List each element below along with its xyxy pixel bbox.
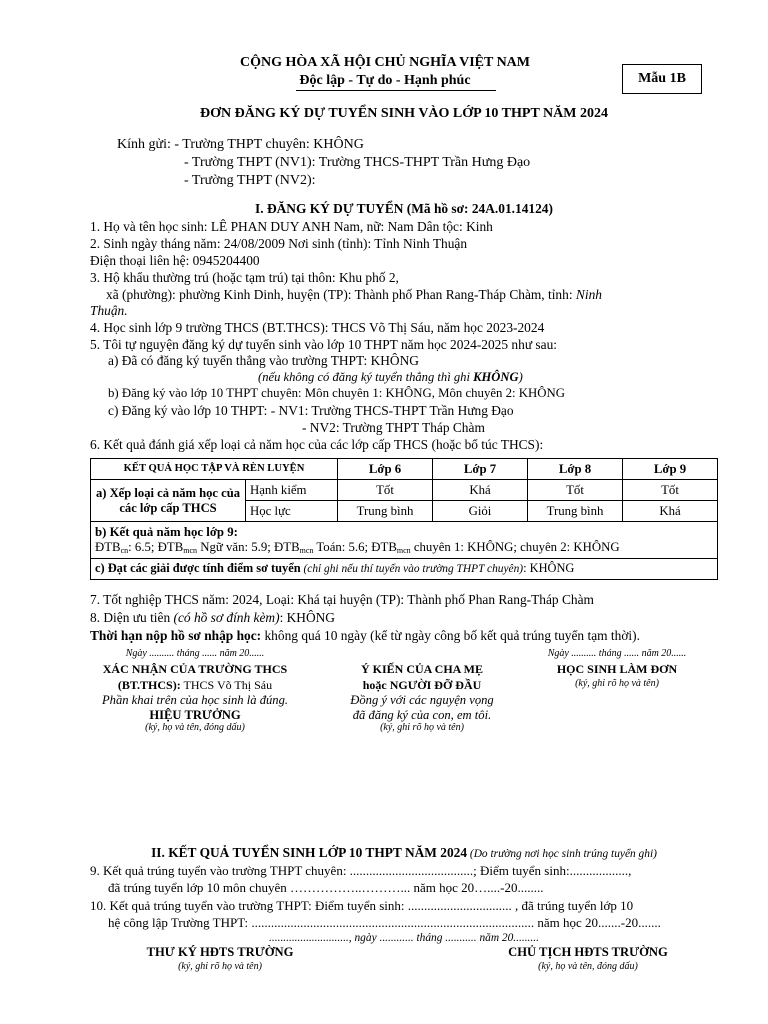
item-5-intro: 5. Tôi tự nguyện đăng ký dự tuyển sinh vào lớp 10 THPT năm học 2024-2025 như sau: (90, 337, 557, 352)
motto: Độc lập - Tự do - Hạnh phúc (299, 73, 471, 88)
grade-9-results-title: b) Kết quả năm học lớp 9: (95, 525, 238, 540)
score-part-3: Ngữ văn: 5.9; ĐTB (197, 539, 300, 554)
item-9-specialized-class: đã trúng tuyển lớp 10 môn chuyên ……………..………... năm học 20…....-20........ (108, 880, 544, 895)
conduct-grade-6: Tốt (338, 480, 433, 501)
grades-header-grade-7: Lớp 7 (433, 459, 528, 480)
grades-header-label: KẾT QUẢ HỌC TẬP VÀ RÈN LUYỆN (91, 459, 338, 480)
grades-header-grade-9: Lớp 9 (623, 459, 718, 480)
item-5a-note-text: (nếu không có đăng ký tuyển thẳng thì ghi (258, 370, 474, 384)
yearly-classification-label: a) Xếp loại cả năm học của các lớp cấp THCS (91, 480, 246, 522)
academic-grade-9: Khá (623, 501, 718, 522)
awards-cell (91, 559, 718, 580)
deadline-label: Thời hạn nộp hồ sơ nhập học: (90, 628, 262, 643)
score-part-2: : 6.5; ĐTB (128, 539, 184, 554)
score-sub-1: cn (120, 545, 129, 555)
grade-9-results-row (91, 522, 718, 559)
parent-consent-line-2: đã đăng ký của con, em tôi. (352, 708, 492, 722)
score-sub-4: mcn (396, 545, 411, 555)
grades-header-row (91, 459, 718, 480)
item-8-priority (90, 610, 335, 626)
deadline-text: không quá 10 ngày (kể từ ngày công bố kết quả trúng tuyển tạm thời). (261, 628, 640, 643)
academic-grade-8: Trung bình (528, 501, 623, 522)
recipient-line-2: - Trường THPT (NV1): Trường THCS-THPT Trần Hưng Đạo (184, 155, 531, 170)
item-3-residence: 3. Hộ khẩu thường trú (hoặc tạm trú) tại thôn: Khu phố 2, (90, 270, 399, 285)
conduct-grade-7: Khá (433, 480, 528, 501)
chairman-title: CHỦ TỊCH HĐTS TRƯỜNG (508, 945, 668, 959)
item-5a-note (258, 370, 523, 385)
conduct-row (91, 480, 718, 501)
student-title: HỌC SINH LÀM ĐƠN (556, 662, 678, 676)
student-date-line: Ngày .......... tháng ...... năm 20...... (547, 648, 687, 659)
item-3-residence-line-3: Thuận. (90, 303, 128, 318)
motto-underline (296, 90, 496, 91)
grade-9-results-scores (95, 540, 713, 555)
section-2-title (90, 845, 718, 862)
principal-sign-note: (ký, họ và tên, đóng dấu) (145, 722, 245, 733)
score-part-1: ĐTB (95, 539, 121, 554)
item-10-result: 10. Kết quả trúng tuyển vào trường THPT: Điểm tuyển sinh: ................................ , đã trúng tuyển lớp 10 (90, 898, 634, 913)
item-3-province: Ninh (575, 287, 602, 302)
country-heading: CỘNG HÒA XÃ HỘI CHỦ NGHĨA VIỆT NAM (239, 55, 530, 70)
academic-grade-6: Trung bình (338, 501, 433, 522)
item-3-residence-line-2 (106, 287, 602, 303)
school-confirmation-note: Phần khai trên của học sinh là đúng. (101, 693, 289, 707)
secretary-sign-note: (ký, ghi rõ họ và tên) (178, 961, 262, 972)
student-sign-note: (ký, ghi rõ họ và tên) (575, 678, 659, 689)
recipient-line-1: Kính gửi: - Trường THPT chuyên: KHÔNG (117, 137, 364, 152)
score-sub-3: mcn (299, 545, 314, 555)
item-5c-nv2: - NV2: Trường THPT Tháp Chàm (302, 420, 485, 435)
school-confirmation-title: XÁC NHẬN CỦA TRƯỜNG THCS (102, 662, 288, 676)
conduct-label: Hạnh kiểm (246, 480, 338, 501)
academic-grade-7: Giỏi (433, 501, 528, 522)
item-3-address: xã (phường): phường Kinh Dinh, huyện (TP): Thành phố Phan Rang-Tháp Chàm, tỉnh: (106, 287, 573, 302)
school-confirmation-subtitle (90, 678, 300, 692)
grades-header-grade-6: Lớp 6 (338, 459, 433, 480)
score-part-5: chuyên 1: KHÔNG; chuyên 2: KHÔNG (410, 539, 620, 554)
section-2-title-text: II. KẾT QUẢ TUYỂN SINH LỚP 10 THPT NĂM 2024 (151, 845, 468, 860)
item-10-school: hệ công lập Trường THPT: ....................................................................................... năm học 20.......-20....... (108, 915, 661, 930)
item-8-value: : KHÔNG (279, 610, 335, 625)
parent-opinion-subtitle: hoặc NGƯỜI ĐỠ ĐẦU (362, 678, 482, 692)
academic-label: Học lực (246, 501, 338, 522)
item-5a-note-end: ) (518, 370, 523, 384)
parent-consent-line-1: Đồng ý với các nguyện vọng (350, 693, 494, 707)
parent-sign-note: (ký, ghi rõ họ và tên) (380, 722, 464, 733)
section-1-title: I. ĐĂNG KÝ DỰ TUYỂN (Mã hồ sơ: 24A.01.14124) (255, 201, 553, 216)
grades-header-grade-8: Lớp 8 (528, 459, 623, 480)
school-name: THCS Võ Thị Sáu (180, 678, 273, 692)
item-7-graduation: 7. Tốt nghiệp THCS năm: 2024, Loại: Khá tại huyện (TP): Thành phố Phan Rang-Tháp Chàm (90, 592, 594, 607)
score-part-4: Toán: 5.6; ĐTB (313, 539, 397, 554)
score-sub-2: mcn (183, 545, 198, 555)
item-4-school: 4. Học sinh lớp 9 trường THCS (BT.THCS): THCS Võ Thị Sáu, năm học 2023-2024 (90, 320, 545, 335)
awards-label: c) Đạt các giải được tính điểm sơ tuyển (95, 561, 301, 576)
conduct-grade-8: Tốt (528, 480, 623, 501)
principal-title: HIỆU TRƯỞNG (149, 708, 241, 722)
awards-row (91, 559, 718, 580)
awards-value: : KHÔNG (523, 561, 575, 576)
grades-table (90, 458, 718, 580)
phone-line: Điện thoại liên hệ: 0945204400 (90, 253, 260, 268)
form-title: ĐƠN ĐĂNG KÝ DỰ TUYỂN SINH VÀO LỚP 10 THPT NĂM 2024 (200, 106, 608, 121)
item-5c-nv1: c) Đăng ký vào lớp 10 THPT: - NV1: Trường THCS-THPT Trần Hưng Đạo (108, 403, 514, 418)
chairman-sign-note: (ký, họ và tên, đóng dấu) (538, 961, 638, 972)
secretary-title: THƯ KÝ HĐTS TRƯỜNG (146, 945, 294, 959)
school-type-label: (BT.THCS): (117, 678, 181, 692)
item-5a-direct-admission: a) Đã có đăng ký tuyển thẳng vào trường THPT: KHÔNG (108, 353, 419, 368)
awards-note: (chỉ ghi nếu thí tuyển vào trường THPT chuyên) (300, 563, 524, 576)
recipient-line-3: - Trường THPT (NV2): (184, 173, 316, 188)
submission-deadline (90, 628, 640, 644)
item-2-birth: 2. Sinh ngày tháng năm: 24/08/2009 Nơi sinh (tỉnh): Tỉnh Ninh Thuận (90, 236, 468, 251)
item-8-prefix: 8. Diện ưu tiên (90, 610, 174, 625)
conduct-grade-9: Tốt (623, 480, 718, 501)
grade-9-results-cell (91, 522, 718, 559)
item-5a-note-bold: KHÔNG (473, 370, 519, 384)
item-8-note: (có hồ sơ đính kèm) (173, 610, 280, 625)
parent-opinion-title: Ý KIẾN CỦA CHA MẸ (360, 662, 483, 676)
result-date-line: ............................, ngày ............ tháng ........... năm 20......... (269, 932, 539, 944)
section-2-title-note: (Do trường nơi học sinh trúng tuyển ghi) (467, 848, 657, 860)
form-code-box: Mẫu 1B (622, 64, 702, 94)
school-date-line: Ngày .......... tháng ...... năm 20...... (125, 648, 265, 659)
item-6-grades-intro: 6. Kết quả đánh giá xếp loại cả năm học của các lớp cấp THCS (hoặc bổ túc THCS): (90, 437, 544, 452)
item-1-student-name: 1. Họ và tên học sinh: LÊ PHAN DUY ANH Nam, nữ: Nam Dân tộc: Kinh (90, 219, 493, 234)
item-5b-specialized: b) Đăng ký vào lớp 10 THPT chuyên: Môn chuyên 1: KHÔNG, Môn chuyên 2: KHÔNG (108, 386, 565, 400)
item-9-specialized-result: 9. Kết quả trúng tuyển vào trường THPT chuyên: ......................................; Điểm tuyển sinh:.................., (90, 863, 632, 878)
